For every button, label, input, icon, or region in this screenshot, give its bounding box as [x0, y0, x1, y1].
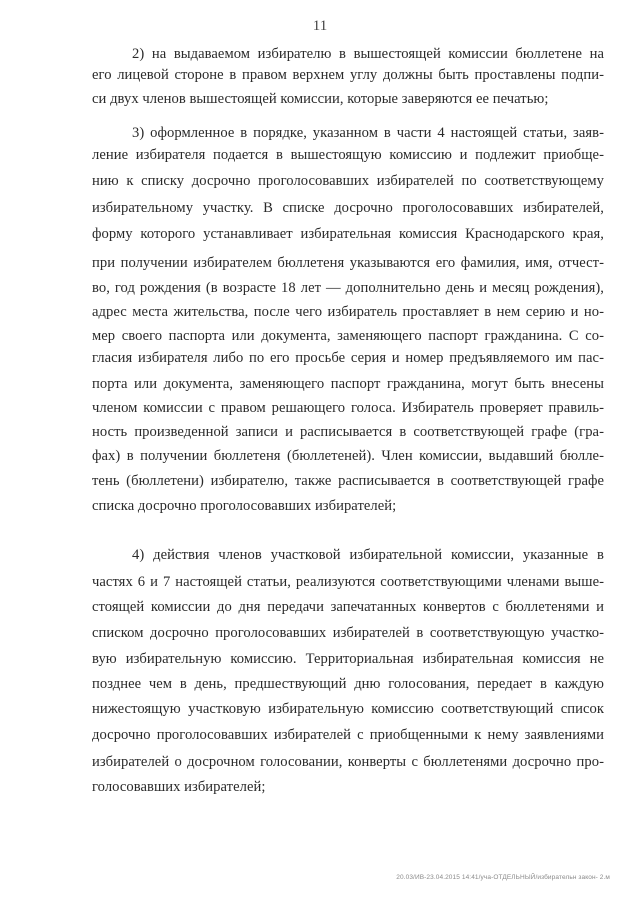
paragraph-line: избирателей о досрочном голосовании, конверты с бюллетенями досрочно про- [92, 754, 604, 770]
paragraph-line: форму которого устанавливает избирательная комиссия Краснодарского края, [92, 226, 604, 242]
paragraph-line: списка досрочно проголосовавших избирателей; [92, 498, 397, 514]
paragraph-line: нию к списку досрочно проголосовавших избирателей по соответствующему [92, 173, 604, 189]
paragraph-line: позднее чем в день, предшествующий дню голосования, передает в каждую [92, 676, 604, 692]
paragraph-line: его лицевой стороне в правом верхнем углу должны быть проставлены подпи- [92, 67, 604, 83]
paragraph-line: гласия избирателя либо по его просьбе серия и номер предъявляемого им пас- [92, 350, 604, 366]
paragraph-line: ность произведенной записи и расписывается в соответствующей графе (гра- [92, 424, 604, 440]
paragraph-line: адрес места жительства, после чего избиратель проставляет в нем серию и но- [92, 304, 604, 320]
paragraph-line: при получении избирателем бюллетеня указываются его фамилия, имя, отчест- [92, 255, 604, 271]
paragraph-line: порта или документа, заменяющего паспорт гражданина, могут быть внесены [92, 376, 604, 392]
paragraph-line: частях 6 и 7 настоящей статьи, реализуются соответствующими членами выше- [92, 574, 604, 590]
paragraph-line: фах) в получении бюллетеня (бюллетеней). Член комиссии, выдавший бюлле- [92, 448, 604, 464]
paragraph-line: голосовавших избирателей; [92, 779, 266, 795]
paragraph-line: во, год рождения (в возрасте 18 лет — дополнительно день и месяц рождения), [92, 280, 604, 296]
paragraph-line: си двух членов вышестоящей комиссии, которые заверяются ее печатью; [92, 91, 549, 107]
paragraph-line: вую избирательную комиссию. Территориальная избирательная комиссия не [92, 651, 604, 667]
paragraph-line: досрочно проголосовавших избирателей с приобщенными к нему заявлениями [92, 727, 604, 743]
footer-stamp: 20.03/ИВ-23.04.2015 14:41/уча-ОТДЕЛЬНЫЙ/избирательн закон- 2.м [396, 874, 610, 881]
paragraph-line: стоящей комиссии до дня передачи запечатанных конвертов с бюллетенями и [92, 599, 604, 615]
paragraph-line: мер своего паспорта или документа, заменяющего паспорт гражданина. С со- [92, 328, 604, 344]
paragraph-line: 2) на выдаваемом избирателю в вышестоящей комиссии бюллетене на [132, 46, 604, 62]
paragraph-line: избирательному участку. В списке досрочно проголосовавших избирателей, [92, 200, 604, 216]
paragraph-line: ление избирателя подается в вышестоящую комиссию и подлежит приобще- [92, 147, 604, 163]
paragraph-line: тень (бюллетени) избирателю, также расписывается в соответствующей графе [92, 473, 604, 489]
paragraph-line: нижестоящую участковую избирательную комиссию соответствующий список [92, 701, 604, 717]
paragraph-line: членом комиссии с правом решающего голоса. Избиратель проверяет правиль- [92, 400, 604, 416]
paragraph-line: списком досрочно проголосовавших избирателей в соответствующую участко- [92, 625, 604, 641]
page-number: 11 [312, 18, 328, 34]
paragraph-line: 4) действия членов участковой избирательной комиссии, указанные в [132, 547, 604, 563]
paragraph-line: 3) оформленное в порядке, указанном в части 4 настоящей статьи, заяв- [132, 125, 604, 141]
